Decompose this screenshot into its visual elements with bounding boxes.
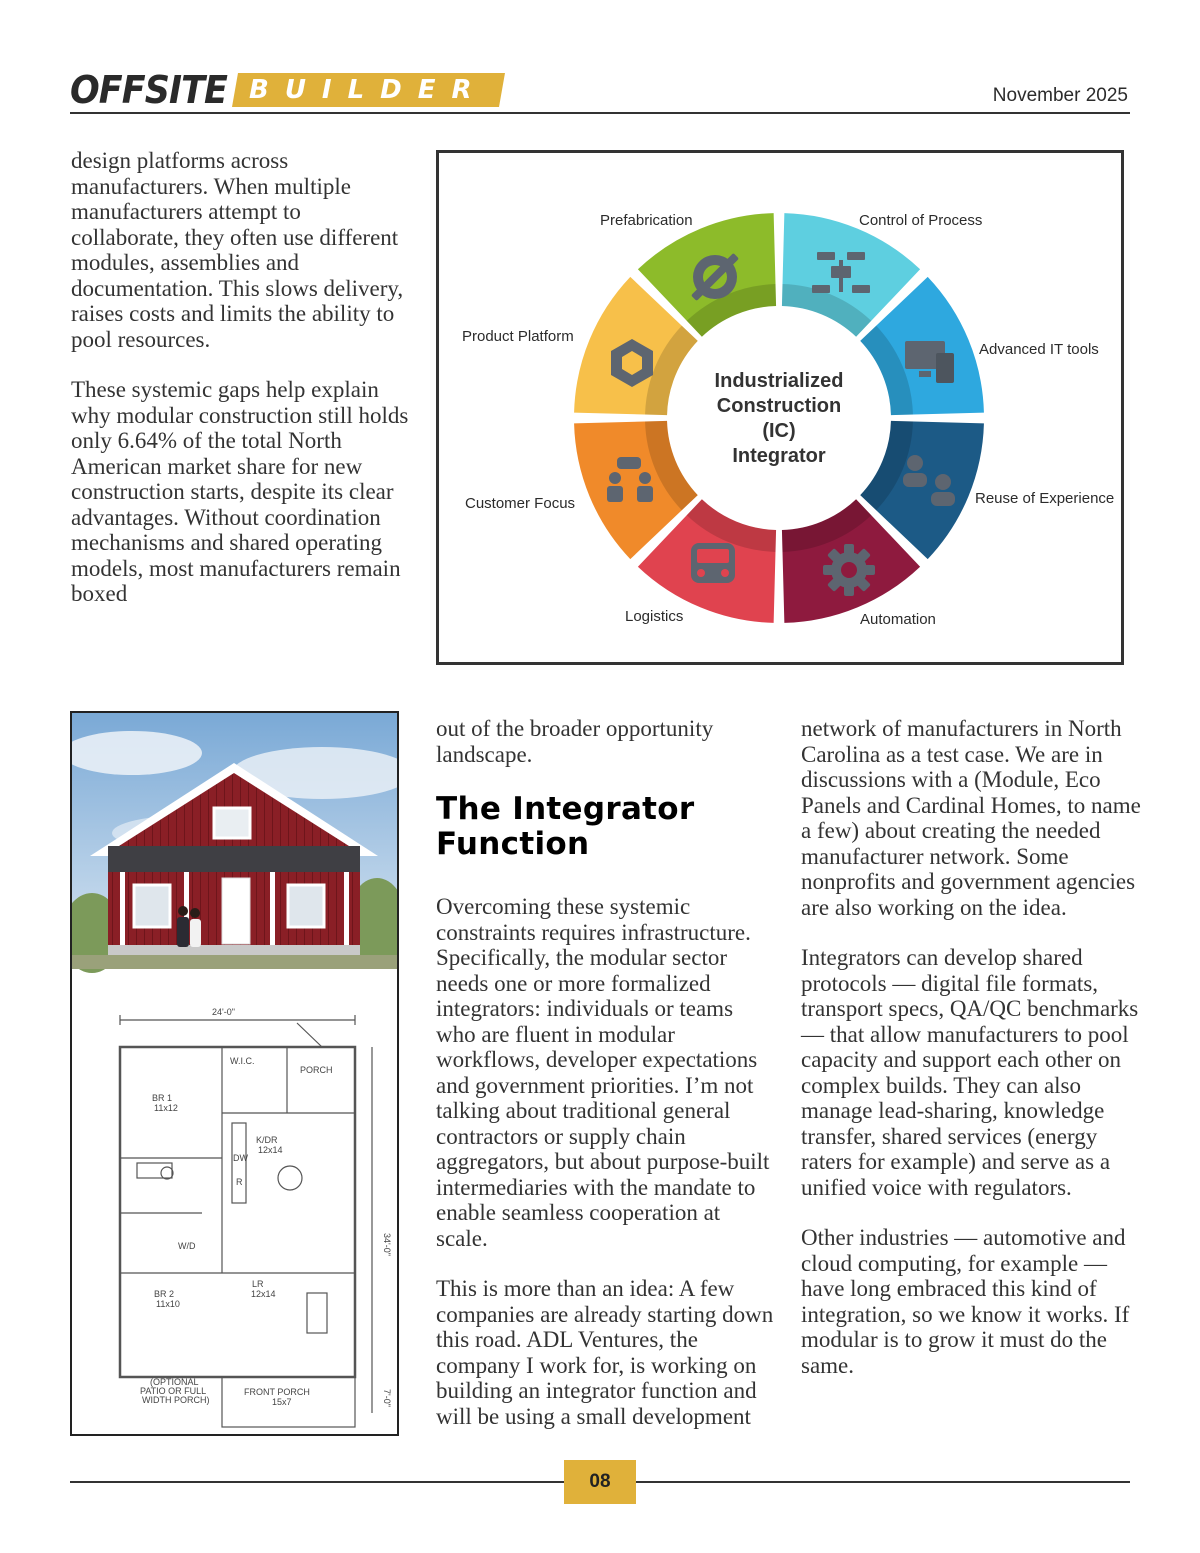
label-reuse-of-experience: Reuse of Experience xyxy=(975,490,1115,507)
front-porch-label: FRONT PORCH xyxy=(244,1387,310,1397)
kdr-label: K/DR xyxy=(256,1135,278,1145)
wd-label: W/D xyxy=(178,1241,196,1251)
label-advanced-it-tools: Advanced IT tools xyxy=(979,341,1099,358)
center-text-line-4: Integrator xyxy=(732,445,826,467)
lr-size: 12x14 xyxy=(251,1289,276,1299)
r-label: R xyxy=(236,1177,243,1187)
center-circle xyxy=(676,315,882,521)
header-divider xyxy=(70,112,1130,114)
optional-note-1: (OPTIONAL xyxy=(150,1377,199,1387)
column-3-paragraph-2: Integrators can develop shared protocols — digital file formats, transport specs, QA/QC benchmarks — that allow manufacturers to pool capacity and support each other on complex builds. They can also manage lead-sharing, knowledge transfer, shared services (energy raters for example) and serve as a unified voice with regulators. xyxy=(801,945,1139,1200)
logo-builder-badge xyxy=(232,73,505,107)
page-number: 08 xyxy=(564,1460,636,1504)
label-customer-focus: Customer Focus xyxy=(465,495,576,512)
column-1-paragraph-2: These systemic gaps help explain why modular construction still holds only 6.64% of the total North American market share for new construction starts, despite its clear advantages. Without coordination mechanisms and shared operating models, most manufacturers remain boxed xyxy=(71,377,409,606)
front-porch-size: 15x7 xyxy=(272,1397,292,1407)
center-text-line-1: Industrialized xyxy=(714,370,844,392)
column-1-paragraph-1: design platforms across manufacturers. When multiple manufacturers attempt to collaborate, they often use different modules, assemblies and documentation. This slows delivery, raises costs and limits the ability to pool resources. xyxy=(71,148,404,352)
house-svg xyxy=(72,713,397,1434)
porch-roof xyxy=(108,846,360,872)
column-2-paragraph-3: This is more than an idea: A few companies are already starting down this road. ADL Ventures, the company I work for, is working on building an integrator function and will be using a small development xyxy=(436,1276,774,1429)
br2-label: BR 2 xyxy=(154,1289,175,1299)
br1-label: BR 1 xyxy=(152,1093,173,1103)
column-1 xyxy=(71,148,411,632)
label-prefabrication: Prefabrication xyxy=(600,212,693,229)
magazine-logo xyxy=(70,70,501,110)
bus-icon xyxy=(691,543,735,583)
house-rendering-and-floorplan xyxy=(70,711,399,1436)
gable-window xyxy=(214,808,250,838)
column-2-paragraph-2: Overcoming these systemic constraints requires infrastructure. Specifically, the modular sector needs one or more formalized integrators: individuals or teams who are fluent in modular workflows, developer expectations and government priorities. I’m not talking about traditional general contractors or supply chain aggregators, but about purpose-built intermediaries with the mandate to enable seamless cooperation at scale. xyxy=(436,894,770,1251)
front-door xyxy=(222,878,250,944)
kdr-size: 12x14 xyxy=(258,1145,283,1155)
issue-date: November 2025 xyxy=(992,85,1128,106)
column-2-paragraph-1: out of the broader opportunity landscape. xyxy=(436,716,714,767)
wic-label: W.I.C. xyxy=(230,1056,255,1066)
optional-note-3: WIDTH PORCH) xyxy=(142,1395,210,1405)
gear-icon xyxy=(823,544,875,596)
label-product-platform: Product Platform xyxy=(462,328,574,345)
width-dimension: 24'-0" xyxy=(212,1007,235,1017)
logo-builder-text: BUILDER xyxy=(248,75,488,105)
dw-label: DW xyxy=(233,1153,248,1163)
logo-offsite-text: OFFSITE xyxy=(70,68,227,112)
diagram-svg xyxy=(439,153,1121,662)
label-automation: Automation xyxy=(860,611,936,628)
br1-size: 11x12 xyxy=(154,1103,178,1113)
label-control-of-process: Control of Process xyxy=(859,212,983,229)
br2-size: 11x10 xyxy=(156,1299,180,1309)
lr-label: LR xyxy=(252,1279,264,1289)
front-window-right xyxy=(288,885,324,927)
column-2 xyxy=(436,716,776,1454)
column-3-paragraph-1: network of manufacturers in North Carolina as a test case. We are in discussions with a (Module, Eco Panels and Cardinal Homes, to name a few) about creating the needed manufacturer network. Some nonprofits and government agencies are also working on the idea. xyxy=(801,716,1141,920)
optional-note-2: PATIO OR FULL xyxy=(140,1386,207,1396)
lawn xyxy=(72,955,397,969)
ic-integrator-diagram xyxy=(436,150,1124,665)
column-3-paragraph-3: Other industries — automotive and cloud computing, for example — have long embraced this kind of integration, so we know it works. If modular is to grow it must do the same. xyxy=(801,1225,1130,1378)
front-window-left xyxy=(134,885,170,927)
center-text-line-2: Construction xyxy=(716,395,842,417)
section-heading: The Integrator Function xyxy=(436,791,695,862)
porch-dimension: 7'-0" xyxy=(382,1389,392,1407)
column-3 xyxy=(801,716,1141,1403)
depth-dimension: 34'-0" xyxy=(382,1233,392,1256)
label-logistics: Logistics xyxy=(625,608,684,625)
porch-label: PORCH xyxy=(300,1065,333,1075)
center-text-line-3: (IC) xyxy=(762,420,796,442)
floorplan-drawing xyxy=(120,1015,372,1427)
